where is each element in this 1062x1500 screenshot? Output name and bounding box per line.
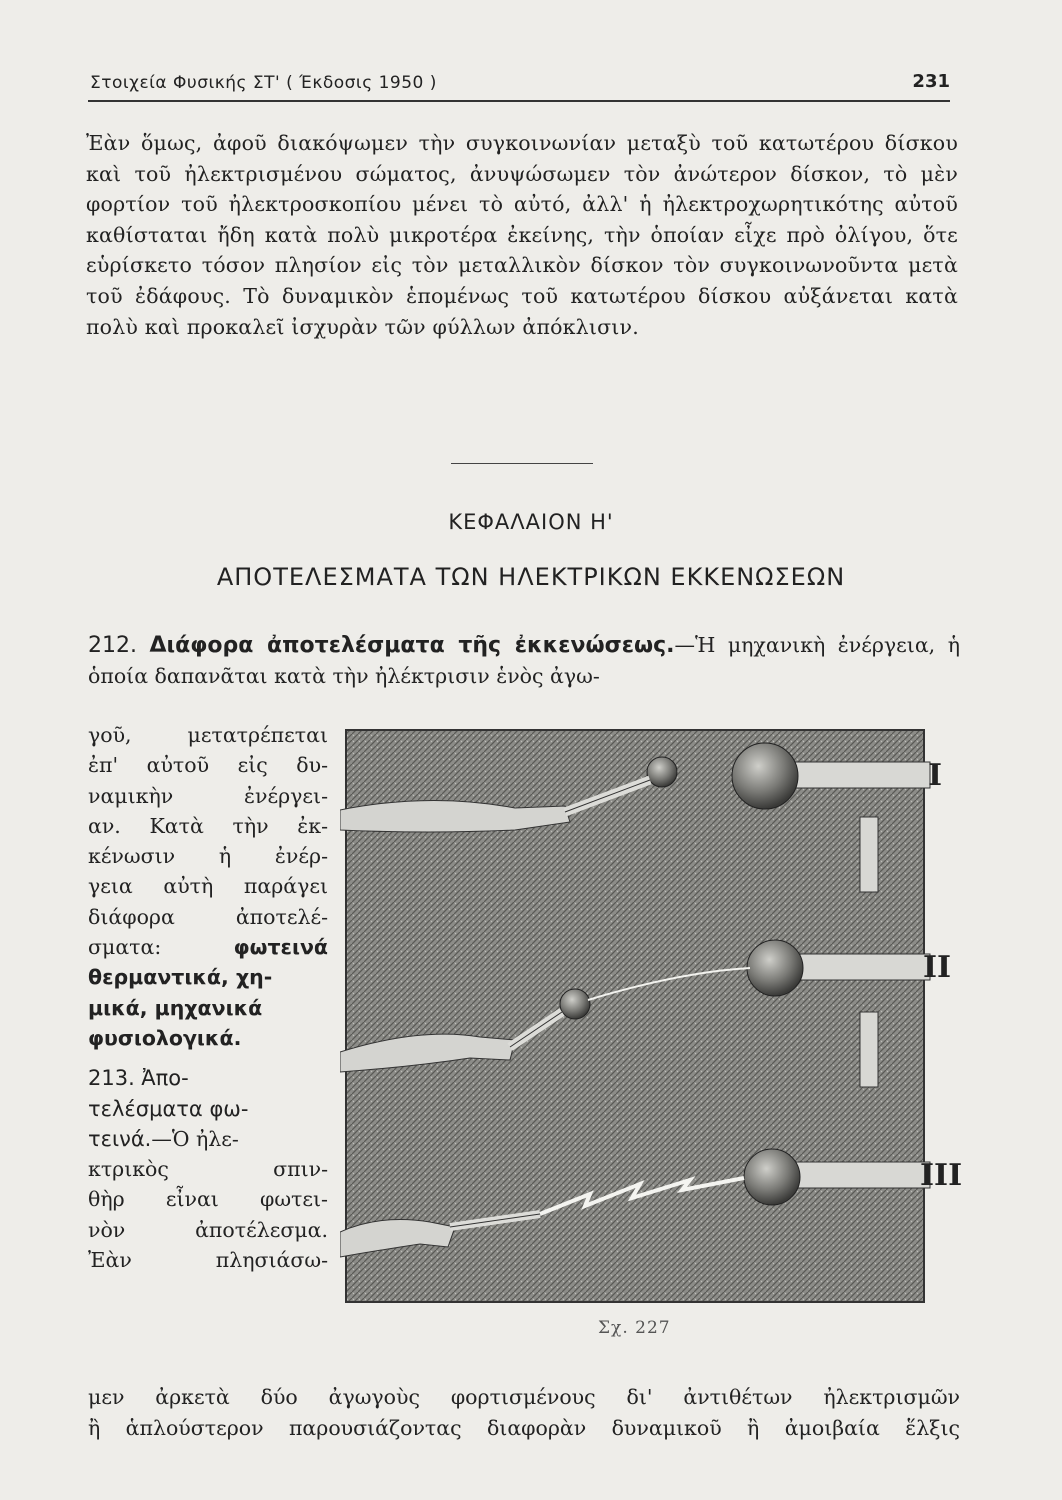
section-number: 212. xyxy=(88,633,137,658)
text-line: νὸν ἀποτέλεσμα. xyxy=(88,1217,328,1242)
left-column-text xyxy=(88,720,328,1275)
text-line: ἢ ἁπλούστερον παρουσιάζοντας διαφορὰν δυναμικοῦ ἢ ἀμοιβαία ἕλξις xyxy=(88,1415,960,1440)
bottom-text xyxy=(88,1382,960,1443)
text-line: θὴρ εἶναι φωτει- xyxy=(88,1187,328,1212)
text-line: κτρικὸς σπιν- xyxy=(88,1157,328,1182)
effect-list-line: μικά, μηχανικά xyxy=(88,995,263,1020)
section-heading-part: τεινά. xyxy=(88,1126,152,1151)
text-line: κένωσιν ἡ ἐνέρ- xyxy=(88,844,328,869)
figure-227 xyxy=(340,722,963,1307)
page-header xyxy=(88,70,950,102)
page-number: 231 xyxy=(912,71,950,92)
panel-label-2: II xyxy=(923,950,952,985)
figure-caption: Σχ. 227 xyxy=(598,1318,671,1338)
section-lead-text: —Ἡ μηχανικὴ ἐνέργεια, ἡ ὁποία δαπανᾶται κατὰ τὴν ἠλέκτρισιν ἑνὸς ἀγω- xyxy=(88,633,960,688)
intro-paragraph: Ἐὰν ὅμως, ἀφοῦ διακόψωμεν τὴν συγκοινωνίαν μεταξὺ τοῦ κατωτέρου δίσκου καὶ τοῦ ἠλεκτρισμένου σώματος, ἀνυψώσωμεν τὸν ἀνώτερον δίσκον, τὸ μὲν φορτίον τοῦ ἠλεκτροσκοπίου μένει τὸ αὐτό, ἀλλ' ἡ ἠλεκτροχωρητικότης αὐτοῦ καθίσταται ἤδη κατὰ πολὺ μικροτέρα ἐκείνης, τὴν ὁποίαν εἶχε πρὸ ὀλίγου, ὅτε εὑρίσκετο τόσον πλησίον εἰς τὸν μεταλλικὸν δίσκον τὸν συγκοινωνοῦντα μετὰ τοῦ ἐδάφους. Τὸ δυναμικὸν ἑπομένως τοῦ κατωτέρου δίσκου αὐξάνεται κατὰ πολὺ καὶ προκαλεῖ ἰσχυρὰν τῶν φύλλων ἀπόκλισιν. xyxy=(86,131,958,339)
effects-intro: σματα: xyxy=(88,935,162,960)
divider xyxy=(451,463,593,464)
text-line: γεια αὐτὴ παράγει xyxy=(88,874,328,899)
effect-list-line: θερμαντικά, χη- xyxy=(88,965,273,990)
text-line: ἐπ' αὐτοῦ εἰς δυ- xyxy=(88,753,328,778)
section-heading-part: Ἀπο- xyxy=(141,1066,189,1091)
text-line: ναμικὴν ἐνέργει- xyxy=(88,783,328,808)
text-line: Ἐὰν πλησιάσω- xyxy=(88,1248,328,1273)
section-number: 213. xyxy=(88,1066,135,1091)
text-fragment: —Ὁ ἠλε- xyxy=(151,1126,239,1151)
effect-list-line: φυσιολογικά. xyxy=(88,1025,242,1050)
section-213-heading xyxy=(88,1063,328,1093)
chapter-title: ΑΠΟΤΕΛΕΣΜΑΤΑ ΤΩΝ ΗΛΕΚΤΡΙΚΩΝ ΕΚΚΕΝΩΣΕΩΝ xyxy=(216,563,846,591)
section-heading: Διάφορα ἀποτελέσματα τῆς ἐκκενώσεως. xyxy=(149,633,675,658)
text-line: αν. Κατὰ τὴν ἐκ- xyxy=(88,813,328,838)
panel-label-3: III xyxy=(920,1158,963,1193)
text-line xyxy=(88,932,328,962)
text-line: διάφορα ἀποτελέ- xyxy=(88,904,328,929)
text-line xyxy=(88,1124,328,1154)
text-line: γοῦ, μετατρέπεται xyxy=(88,723,328,747)
section-heading-part: τελέσματα φω- xyxy=(88,1096,249,1121)
running-title: Στοιχεία Φυσικής ΣΤ' ( Έκδοσις 1950 ) xyxy=(90,73,437,93)
text-line: μεν ἀρκετὰ δύο ἀγωγοὺς φορτισμένους δι' ἀντιθέτων ἠλεκτρισμῶν xyxy=(88,1385,960,1409)
spark-discharge-illustration xyxy=(340,722,945,1307)
chapter-label: ΚΕΦΑΛΑΙΟΝ Η' xyxy=(448,510,614,534)
effect-light: φωτεινά xyxy=(233,935,328,960)
panel-label-1: I xyxy=(928,758,943,793)
section-212-lead xyxy=(88,630,960,691)
